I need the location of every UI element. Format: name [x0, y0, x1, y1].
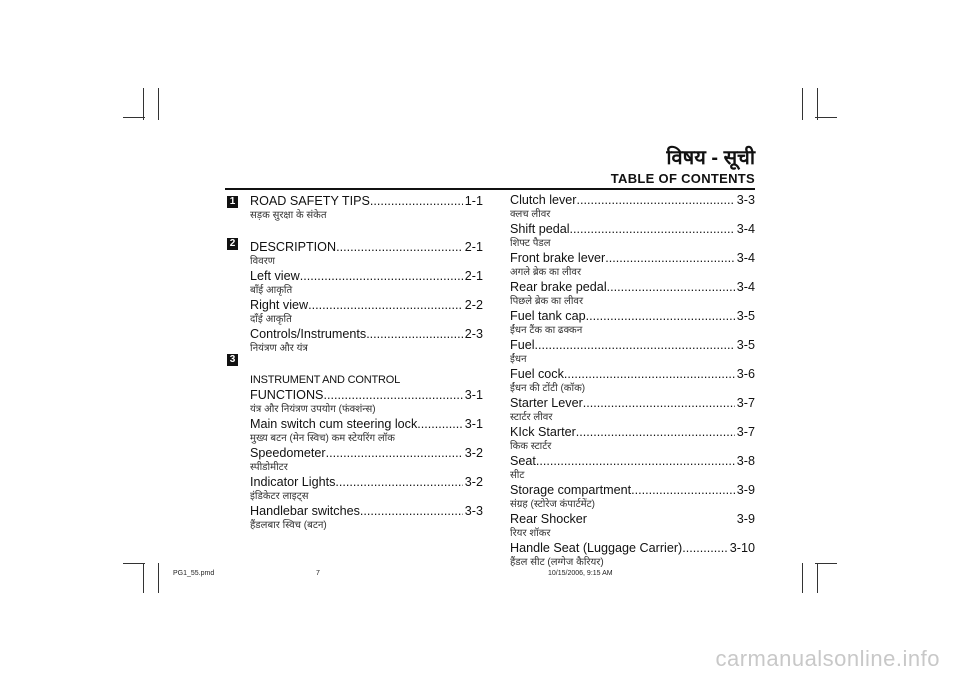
toc-entry-hindi: स्पीडोमीटर: [250, 462, 288, 473]
toc-entry-title: Main switch cum steering lock: [250, 417, 418, 431]
crop-mark: [802, 563, 803, 593]
toc-entry-hindi: स्टार्टर लीवर: [510, 412, 553, 423]
crop-mark: [158, 88, 159, 120]
footer-filename: PG1_55.pmd: [173, 570, 215, 577]
toc-entry-title: Starter Lever: [510, 396, 583, 410]
toc-entry-title: Left view: [250, 269, 300, 283]
toc-entry-page: 3-10: [729, 541, 755, 555]
toc-entry-hindi: किक स्टार्टर: [510, 441, 552, 452]
crop-mark: [143, 88, 144, 120]
toc-entry[interactable]: [510, 193, 755, 221]
toc-entry-hindi: रियर शॉकर: [510, 528, 551, 539]
header-rule: [225, 188, 755, 190]
toc-entry-title: Handle Seat (Luggage Carrier): [510, 541, 683, 555]
toc-entry-hindi: सीट: [510, 470, 525, 481]
crop-mark: [123, 563, 145, 564]
toc-entry-page: 3-4: [736, 280, 755, 294]
section-badge-1: 1: [227, 196, 238, 208]
toc-entry-title: Controls/Instruments: [250, 327, 367, 341]
toc-entry-title: DESCRIPTION: [250, 240, 337, 254]
toc-entry-page: 3-5: [736, 338, 755, 352]
toc-entry-title: Fuel cock: [510, 367, 564, 381]
crop-mark: [143, 563, 144, 593]
crop-mark: [815, 117, 837, 118]
toc-entry[interactable]: [510, 396, 755, 424]
toc-entry-hindi: बाँई आकृति: [250, 285, 293, 296]
toc-entry[interactable]: [250, 417, 483, 445]
toc-entry[interactable]: [510, 512, 755, 540]
toc-entry-hindi: शिफ्ट पैडल: [510, 238, 551, 249]
toc-entry-page: 3-9: [736, 483, 755, 497]
toc-entry-title: Rear Shocker: [510, 512, 587, 526]
crop-mark: [802, 88, 803, 120]
toc-entry-page: 3-1: [464, 388, 483, 402]
toc-entry-page: 3-9: [736, 512, 755, 526]
toc-entry-hindi: क्लच लीवर: [510, 209, 551, 220]
toc-entry-hindi: ईंधन: [510, 354, 527, 365]
page-title-hindi: विषय - सूची: [666, 147, 755, 169]
toc-entry-hindi: नियंत्रण और यंत्र: [250, 343, 308, 354]
toc-entry[interactable]: [510, 222, 755, 250]
toc-entry-hindi: हैंडल सीट (लग्गेज कैरियर): [510, 557, 604, 568]
toc-entry-page: 1-1: [464, 194, 483, 208]
toc-entry-title: ROAD SAFETY TIPS: [250, 194, 370, 208]
toc-entry[interactable]: [510, 338, 755, 366]
toc-entry-title: Fuel tank cap: [510, 309, 586, 323]
toc-entry[interactable]: [250, 388, 483, 416]
toc-entry-page: 3-7: [736, 425, 755, 439]
toc-entry-hindi: पिछले ब्रेक का लीवर: [510, 296, 584, 307]
toc-entry-hindi: मुख्य बटन (मेन स्विच) कम स्टेयरिंग लॉक: [250, 433, 395, 444]
toc-entry-hindi: ईंधन टैंक का ढक्कन: [510, 325, 583, 336]
toc-entry-hindi: इंडिकेटर लाइट्स: [250, 491, 309, 502]
crop-mark: [817, 88, 818, 120]
toc-entry-page: 3-6: [736, 367, 755, 381]
toc-entry-page: 3-3: [464, 504, 483, 518]
toc-entry[interactable]: [510, 280, 755, 308]
toc-entry-title: Front brake lever: [510, 251, 606, 265]
toc-entry[interactable]: [510, 541, 755, 569]
watermark: carmanualsonline.info: [715, 646, 940, 671]
toc-entry-page: 2-3: [464, 327, 483, 341]
toc-entry[interactable]: [250, 269, 483, 297]
toc-entry[interactable]: [510, 251, 755, 279]
toc-entry-hindi: दाँई आकृति: [250, 314, 292, 325]
toc-entry[interactable]: [250, 475, 483, 503]
toc-entry-page: 2-1: [464, 269, 483, 283]
toc-entry-page: 3-4: [736, 222, 755, 236]
toc-entry-title: Rear brake pedal: [510, 280, 607, 294]
toc-entry-page: 3-2: [464, 475, 483, 489]
section-badge-2: 2: [227, 238, 238, 250]
footer-page-number: 7: [316, 570, 320, 577]
toc-entry-page: 3-1: [464, 417, 483, 431]
toc-entry-page: 3-4: [736, 251, 755, 265]
toc-right-column: [510, 193, 755, 570]
toc-entry-title: Indicator Lights: [250, 475, 336, 489]
crop-mark: [158, 563, 159, 593]
toc-entry[interactable]: [510, 367, 755, 395]
section-badge-3: 3: [227, 354, 238, 366]
toc-entry-hindi: संग्रह (स्टोरेज कंपार्टमेंट): [510, 499, 595, 510]
toc-entry-hindi: सड़क सुरक्षा के संकेत: [250, 210, 327, 221]
toc-entry[interactable]: [250, 446, 483, 474]
toc-entry-page: 3-7: [736, 396, 755, 410]
toc-entry[interactable]: [510, 454, 755, 482]
toc-entry-page: 2-1: [464, 240, 483, 254]
toc-entry-page: 3-2: [464, 446, 483, 460]
toc-entry-hindi: यंत्र और नियंत्रण उपयोग (फंक्शंन्स): [250, 404, 376, 415]
footer-datetime: 10/15/2006, 9:15 AM: [548, 570, 613, 577]
toc-entry[interactable]: [510, 309, 755, 337]
toc-entry[interactable]: [250, 298, 483, 326]
toc-entry-title: Handlebar switches: [250, 504, 360, 518]
toc-entry-title: Fuel: [510, 338, 535, 352]
toc-entry-page: 2-2: [464, 298, 483, 312]
toc-entry-title: Speedometer: [250, 446, 326, 460]
section-title: INSTRUMENT AND CONTROL: [250, 374, 401, 386]
toc-entry-page: 3-5: [736, 309, 755, 323]
page-title: TABLE OF CONTENTS: [610, 171, 755, 186]
toc-entry[interactable]: [510, 425, 755, 453]
toc-entry-title: KIck Starter: [510, 425, 576, 439]
crop-mark: [123, 117, 145, 118]
crop-mark: [815, 563, 837, 564]
toc-entry-page: 3-8: [736, 454, 755, 468]
toc-entry-title: Right view: [250, 298, 309, 312]
toc-left-column: [250, 194, 483, 533]
toc-entry-title: Clutch lever: [510, 193, 577, 207]
toc-entry-hindi: अगले ब्रेक का लीवर: [510, 267, 582, 278]
toc-entry-hindi: विवरण: [250, 256, 276, 267]
crop-mark: [817, 563, 818, 593]
toc-entry-title: Storage compartment: [510, 483, 632, 497]
toc-entry[interactable]: [250, 194, 483, 222]
toc-entry-title: Shift pedal: [510, 222, 570, 236]
toc-entry[interactable]: [510, 483, 755, 511]
toc-entry[interactable]: [250, 327, 483, 355]
toc-entry-title: Seat: [510, 454, 536, 468]
toc-entry-hindi: ईंधन की टोंटी (कॉक): [510, 383, 586, 394]
toc-entry-hindi: हैंडलबार स्विच (बटन): [250, 520, 327, 531]
toc-entry[interactable]: [250, 504, 483, 532]
toc-entry-page: 3-3: [736, 193, 755, 207]
toc-entry[interactable]: [250, 240, 483, 268]
toc-entry-title: FUNCTIONS: [250, 388, 324, 402]
